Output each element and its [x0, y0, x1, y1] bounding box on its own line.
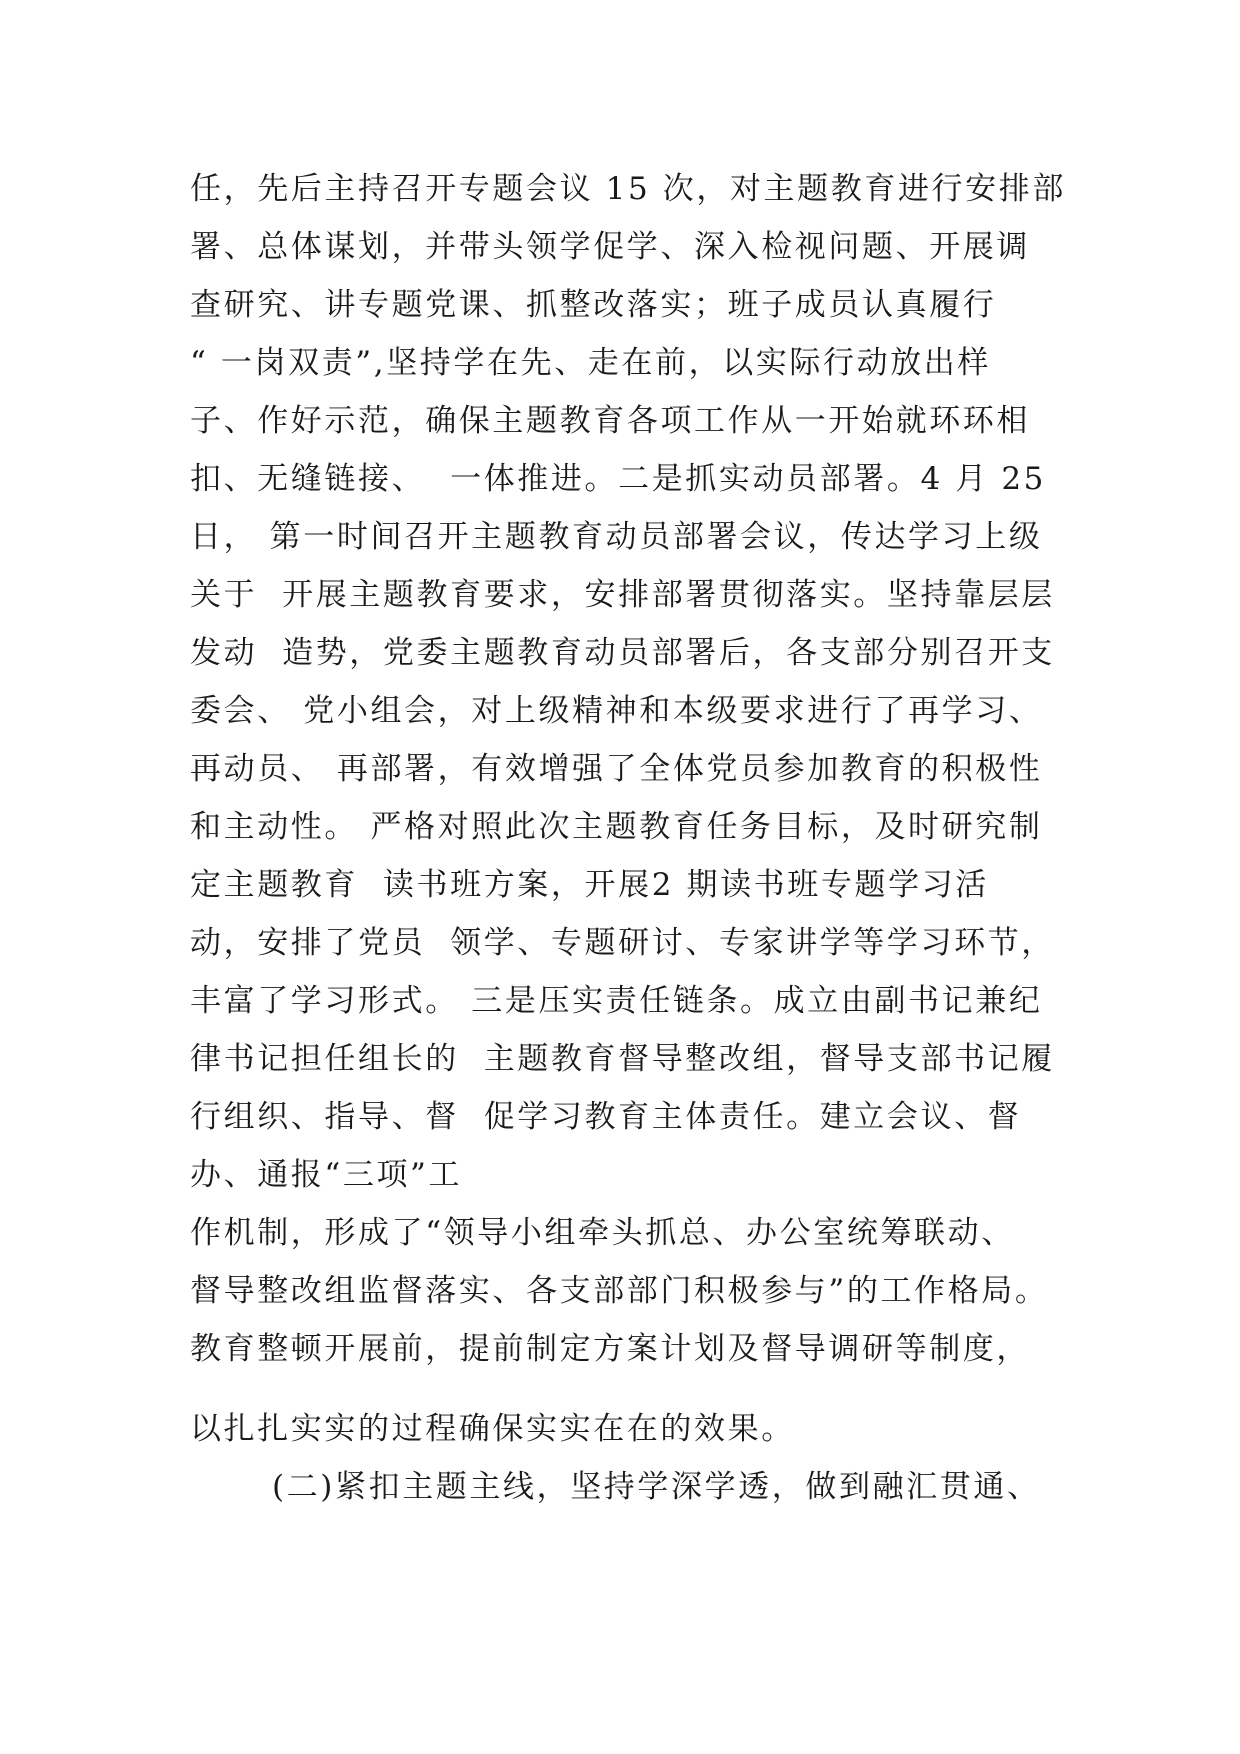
text-line: 行组织、指导、督 促学习教育主体责任。建立会议、督: [190, 1099, 1022, 1135]
text-line: 日， 第一时间召开主题教育动员部署会议，传达学习上级: [190, 519, 1043, 555]
text-line: 教育整顿开展前，提前制定方案计划及督导调研等制度，: [190, 1331, 1030, 1367]
body-text: [190, 160, 1090, 1516]
text-line: 督导整改组监督落实、各支部部门积极参与”的工作格局。: [190, 1273, 1049, 1309]
text-line: 署、总体谋划，并带头领学促学、深入检视问题、开展调: [190, 229, 1030, 265]
text-line: 定主题教育 读书班方案，开展2 期读书班专题学习活: [190, 867, 989, 903]
text-line: 关于 开展主题教育要求，安排部署贯彻落实。坚持靠层层: [190, 577, 1055, 613]
text-line: 再动员、 再部署，有效增强了全体党员参加教育的积极性: [190, 751, 1043, 787]
text-line: 和主动性。 严格对照此次主题教育任务目标，及时研究制: [190, 809, 1043, 845]
text-line: 发动 造势，党委主题教育动员部署后，各支部分别召开支: [190, 635, 1055, 671]
text-line: “ 一岗双责”,坚持学在先、走在前，以实际行动放出样: [190, 345, 992, 381]
text-line: 扣、无缝链接、 一体推进。二是抓实动员部署。4 月 25: [190, 461, 1046, 497]
text-line: 律书记担任组长的 主题教育督导整改组，督导支部书记履: [190, 1041, 1055, 1077]
text-line: 动，安排了党员 领学、专题研讨、专家讲学等学习环节，: [190, 925, 1055, 961]
text-line: 丰富了学习形式。 三是压实责任链条。成立由副书记兼纪: [190, 983, 1043, 1019]
text-line: 办、通报“三项”工: [190, 1157, 463, 1193]
text-line: 子、作好示范，确保主题教育各项工作从一开始就环环相: [190, 403, 1030, 439]
text-line: 作机制，形成了“领导小组牵头抓总、办公室统筹联动、: [190, 1215, 1015, 1251]
text-line: 任，先后主持召开专题会议 15 次，对主题教育进行安排部: [190, 171, 1066, 207]
text-line: 查研究、讲专题党课、抓整改落实；班子成员认真履行: [190, 287, 997, 323]
paragraph-end-line: 以扎扎实实的过程确保实实在在的效果。: [190, 1411, 795, 1447]
text-line: 委会、 党小组会，对上级精神和本级要求进行了再学习、: [190, 693, 1043, 729]
section-heading: (二)紧扣主题主线，坚持学深学透，做到融汇贯通、: [272, 1469, 1041, 1505]
